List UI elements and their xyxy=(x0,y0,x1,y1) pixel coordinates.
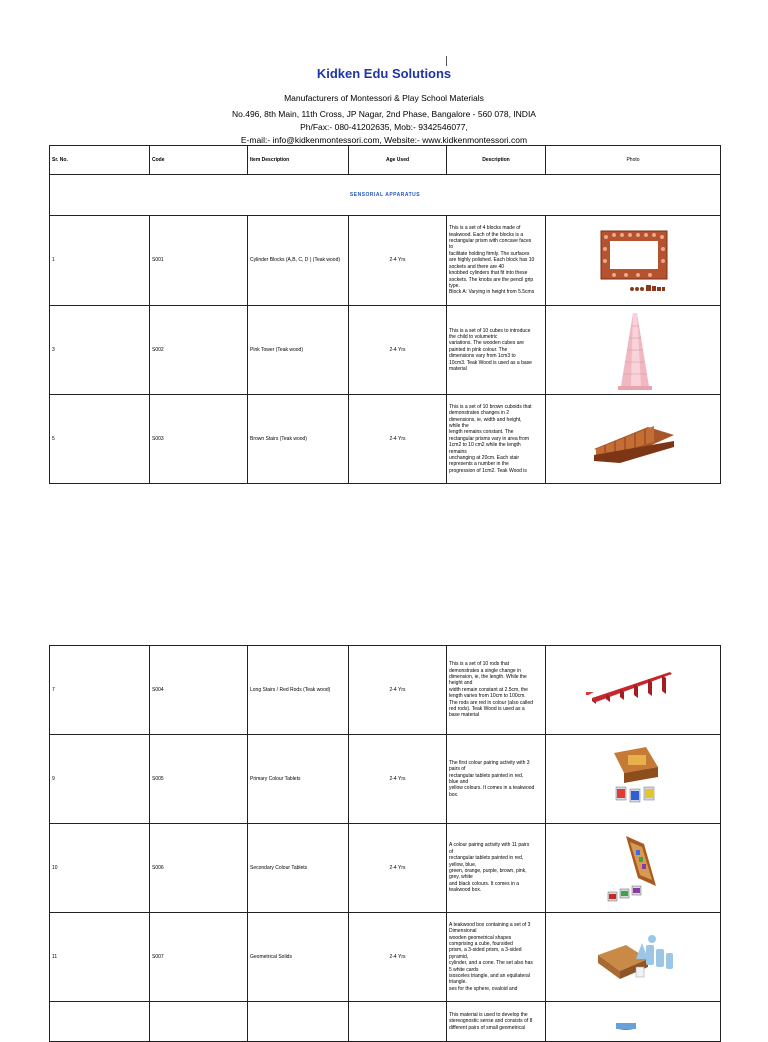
table-row xyxy=(50,735,721,824)
table-row xyxy=(50,824,721,913)
row-item: Secondary Colour Tablets xyxy=(248,824,349,913)
row-code xyxy=(150,1002,248,1042)
col-item-description: Item Description xyxy=(248,146,349,175)
catalog-table-top xyxy=(49,145,721,484)
row-description: A teakwood box containing a set of 3 Dimensional wooden geometrical shapes comprising a cube, foursided prism, a 3-sided prism, a 3-sided pyramid, cylinder, and a cone. The set also has 5 white cards isosceles triangle, and an equilateral triangle. ses for the sphere, ovaloid and xyxy=(447,913,546,1002)
row-sr-no: 10 xyxy=(50,824,150,913)
row-photo xyxy=(546,646,721,735)
table-row xyxy=(50,913,721,1002)
row-code: S004 xyxy=(150,646,248,735)
col-description: Description xyxy=(447,146,546,175)
section-title: SENSORIAL APPARATUS xyxy=(50,175,721,216)
row-age: 2-4 Yrs xyxy=(349,646,447,735)
row-age: 2-4 Yrs xyxy=(349,824,447,913)
row-description: This is a set of 10 rods that demonstrates a single change in dimension, ie, the length. While the height and width remain constant at 2.5cm, the length varies from 10cm to 100cm. The rods are red in colour (also called red rods). Teak Wood is used as a base material xyxy=(447,646,546,735)
row-age: 2-4 Yrs xyxy=(349,395,447,484)
row-description: This is a set of 10 brown cuboids that demonstrates changes in 2 dimensions, ie, width and height, while the length remains constant. The rectangular prisms vary in area from 1cm2 to 10 cm2 while the length remains unchanging at 20cm. Each stair represents a number in the progression of 1cm2. Teak Wood is xyxy=(447,395,546,484)
row-sr-no: 3 xyxy=(50,306,150,395)
row-item: Pink Tower (Teak wood) xyxy=(248,306,349,395)
tagline: Manufacturers of Montessori & Play School Materials xyxy=(284,93,484,103)
section-row xyxy=(50,175,721,216)
row-sr-no: 7 xyxy=(50,646,150,735)
row-description: A colour pairing activity with 11 pairs of rectangular tablets painted in red, yellow, blue, green, orange, purple, brown, pink, grey, white and black colours. It comes in a teakwood box. xyxy=(447,824,546,913)
row-sr-no: 11 xyxy=(50,913,150,1002)
table-row xyxy=(50,1002,721,1042)
row-item: Long Stairs / Red Rods (Teak wood) xyxy=(248,646,349,735)
row-item: Geometrical Solids xyxy=(248,913,349,1002)
address-line: No.496, 8th Main, 11th Cross, JP Nagar, 2nd Phase, Bangalore - 560 078, INDIA xyxy=(232,109,536,119)
col-code: Code xyxy=(150,146,248,175)
row-item: Brown Stairs (Teak wood) xyxy=(248,395,349,484)
primary-colour-tablets-image xyxy=(586,737,681,821)
row-photo xyxy=(546,306,721,395)
row-code: S001 xyxy=(150,216,248,306)
row-photo xyxy=(546,1002,721,1042)
row-age: 2-4 Yrs xyxy=(349,216,447,306)
next-item-image xyxy=(586,1003,681,1041)
table-header-row xyxy=(50,146,721,175)
row-item: Primary Colour Tablets xyxy=(248,735,349,824)
row-item xyxy=(248,1002,349,1042)
row-sr-no xyxy=(50,1002,150,1042)
text-cursor xyxy=(446,56,447,66)
row-photo xyxy=(546,735,721,824)
table-row xyxy=(50,646,721,735)
secondary-colour-tablets-image xyxy=(586,826,681,910)
row-item: Cylinder Blocks (A,B, C, D ) (Teak wood) xyxy=(248,216,349,306)
row-description: This is a set of 10 cubes to introduce the child to volumetric variations. The wooden cubes are painted in pink colour. The dimensions vary from 1cm3 to 10cm3. Teak Wood is used as a base material xyxy=(447,306,546,395)
row-sr-no: 9 xyxy=(50,735,150,824)
row-age: 2-4 Yrs xyxy=(349,306,447,395)
row-code: S002 xyxy=(150,306,248,395)
row-age: 2-4 Yrs xyxy=(349,913,447,1002)
row-sr-no: 5 xyxy=(50,395,150,484)
col-sr-no: Sr. No. xyxy=(50,146,150,175)
table-row xyxy=(50,395,721,484)
phone-line: Ph/Fax:- 080-41202635, Mob:- 9342546077, xyxy=(300,122,468,132)
row-code: S006 xyxy=(150,824,248,913)
row-photo xyxy=(546,395,721,484)
table-row xyxy=(50,216,721,306)
catalog-table-bottom xyxy=(49,645,721,1042)
row-sr-no: 1 xyxy=(50,216,150,306)
row-description: This material is used to develop the stereognostic sense and consists of 8 different pairs of small geometrical xyxy=(447,1002,546,1042)
geometrical-solids-image xyxy=(586,915,681,999)
row-description: This is a set of 4 blocks made of teakwood. Each of the blocks is a rectangular prism with concave faces to facilitate holding firmly. The surfaces are highly polished. Each block has 10 sockets and there are 40 knobbed cylinders that fit into these sockets. The knobs are the pencil grip type. Block A: Varying in height from 5.5cms xyxy=(447,216,546,306)
contact-line: E-mail:- info@kidkenmontessori.com, Website:- www.kidkenmontessori.com xyxy=(240,135,528,145)
red-rods-image xyxy=(586,648,681,732)
row-photo xyxy=(546,216,721,306)
row-age: 2-4 Yrs xyxy=(349,735,447,824)
row-code: S005 xyxy=(150,735,248,824)
row-photo xyxy=(546,913,721,1002)
row-photo xyxy=(546,824,721,913)
row-code: S003 xyxy=(150,395,248,484)
col-photo: Photo xyxy=(546,146,721,175)
pink-tower-image xyxy=(586,308,681,392)
cylinder-blocks-image xyxy=(586,219,681,303)
company-name: Kidken Edu Solutions xyxy=(316,66,452,81)
row-description: The first colour pairing activity with 3 pairs of rectangular tablets painted in red, blue and yellow colours. It comes in a teakwood box. xyxy=(447,735,546,824)
brown-stairs-image xyxy=(586,397,681,481)
row-code: S007 xyxy=(150,913,248,1002)
table-row xyxy=(50,306,721,395)
row-age xyxy=(349,1002,447,1042)
col-age-used: Age Used xyxy=(349,146,447,175)
